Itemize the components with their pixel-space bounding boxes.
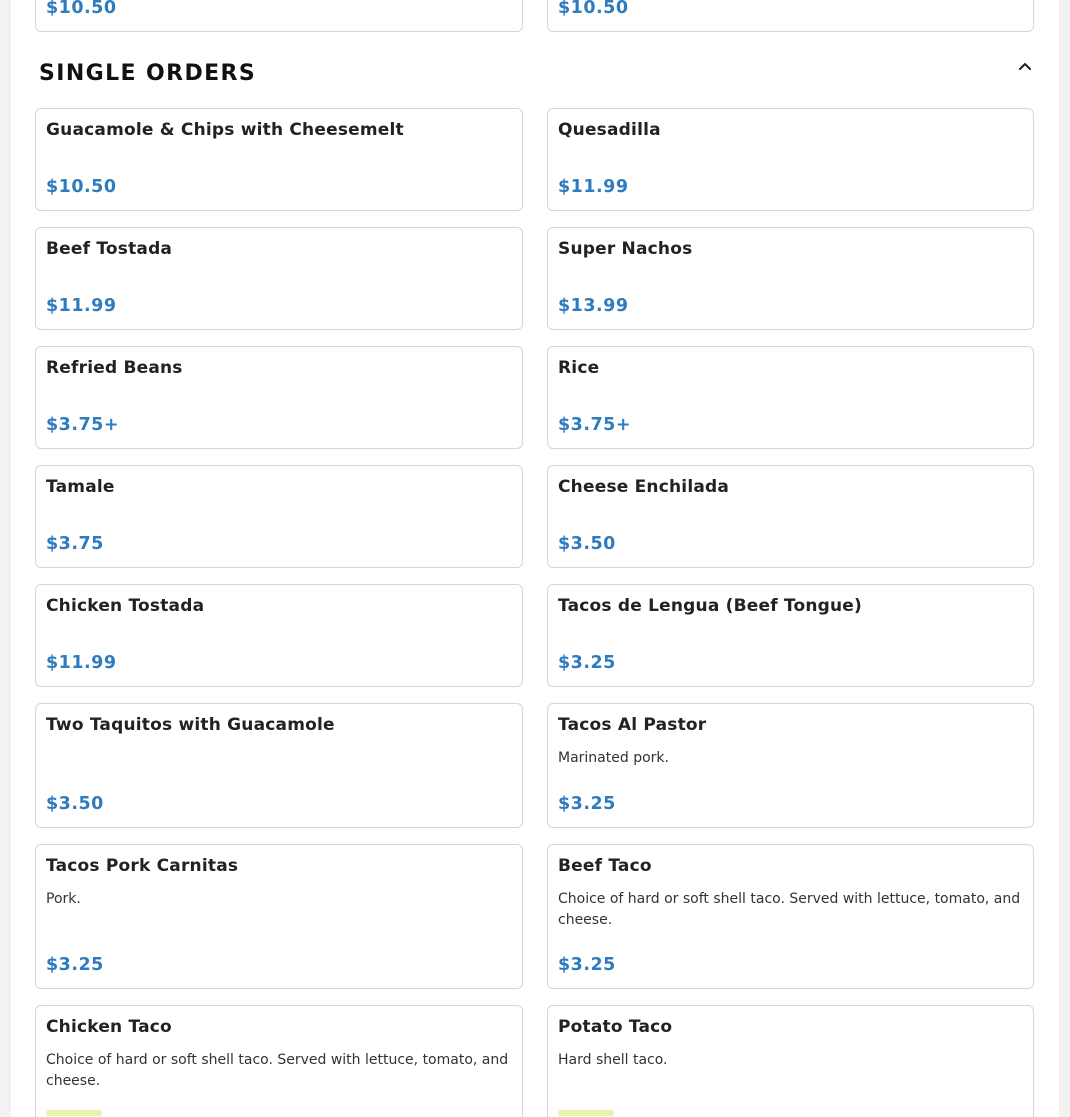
item-price: $10.50 <box>46 177 117 197</box>
menu-item-card[interactable] <box>35 346 523 449</box>
menu-item-card[interactable] <box>547 108 1034 211</box>
menu-item-card[interactable] <box>35 703 523 828</box>
item-price: $3.75 <box>46 534 104 554</box>
menu-item-card[interactable] <box>547 584 1034 687</box>
item-description: Pork. <box>46 891 81 907</box>
menu-page <box>11 0 1059 1117</box>
menu-item-card[interactable] <box>547 703 1034 828</box>
menu-item-card[interactable] <box>547 465 1034 568</box>
item-description: Hard shell taco. <box>558 1052 668 1068</box>
item-price: $11.99 <box>558 177 629 197</box>
item-name: Beef Tostada <box>46 239 173 259</box>
menu-item-card[interactable] <box>547 227 1034 330</box>
item-name: Potato Taco <box>558 1017 673 1037</box>
menu-item-card[interactable] <box>547 0 1034 32</box>
item-name: Tacos Pork Carnitas <box>46 856 239 876</box>
item-name: Quesadilla <box>558 120 661 140</box>
item-description: Marinated pork. <box>558 750 669 766</box>
chevron-up-icon[interactable] <box>1016 57 1034 75</box>
menu-item-card[interactable] <box>547 844 1034 989</box>
item-name: Super Nachos <box>558 239 693 259</box>
item-tag <box>46 1110 102 1116</box>
item-name: Cheese Enchilada <box>558 477 730 497</box>
item-price: $3.50 <box>558 534 616 554</box>
item-price: $3.75+ <box>558 415 632 435</box>
menu-item-card[interactable] <box>35 227 523 330</box>
item-name: Tacos de Lengua (Beef Tongue) <box>558 596 863 616</box>
item-tag <box>558 1110 614 1116</box>
item-name: Guacamole & Chips with Cheesemelt <box>46 120 404 140</box>
item-name: Refried Beans <box>46 358 183 378</box>
item-price: $10.50 <box>558 0 629 18</box>
menu-item-card[interactable] <box>35 465 523 568</box>
item-price: $10.50 <box>46 0 117 18</box>
item-name: Tamale <box>46 477 115 497</box>
item-price: $11.99 <box>46 653 117 673</box>
item-price: $3.25 <box>46 955 104 975</box>
menu-item-card[interactable] <box>547 346 1034 449</box>
menu-item-card[interactable] <box>35 0 523 32</box>
item-price: $3.25 <box>558 653 616 673</box>
item-name: Two Taquitos with Guacamole <box>46 715 335 735</box>
menu-item-card[interactable] <box>35 108 523 211</box>
item-price: $3.25 <box>558 794 616 814</box>
item-price: $3.25 <box>558 955 616 975</box>
item-name: Beef Taco <box>558 856 652 876</box>
item-name: Rice <box>558 358 600 378</box>
item-name: Chicken Taco <box>46 1017 172 1037</box>
item-price: $3.75+ <box>46 415 120 435</box>
item-price: $3.50 <box>46 794 104 814</box>
item-name: Tacos Al Pastor <box>558 715 707 735</box>
item-description: Choice of hard or soft shell taco. Served with lettuce, tomato, and cheese. <box>46 1052 509 1089</box>
menu-item-card[interactable] <box>35 844 523 989</box>
item-description: Choice of hard or soft shell taco. Served with lettuce, tomato, and cheese. <box>558 891 1021 928</box>
menu-item-card[interactable] <box>35 584 523 687</box>
item-price: $11.99 <box>46 296 117 316</box>
item-name: Chicken Tostada <box>46 596 205 616</box>
section-title: SINGLE ORDERS <box>39 61 257 86</box>
menu-item-card[interactable] <box>35 1005 523 1117</box>
item-price: $13.99 <box>558 296 629 316</box>
menu-item-card[interactable] <box>547 1005 1034 1117</box>
